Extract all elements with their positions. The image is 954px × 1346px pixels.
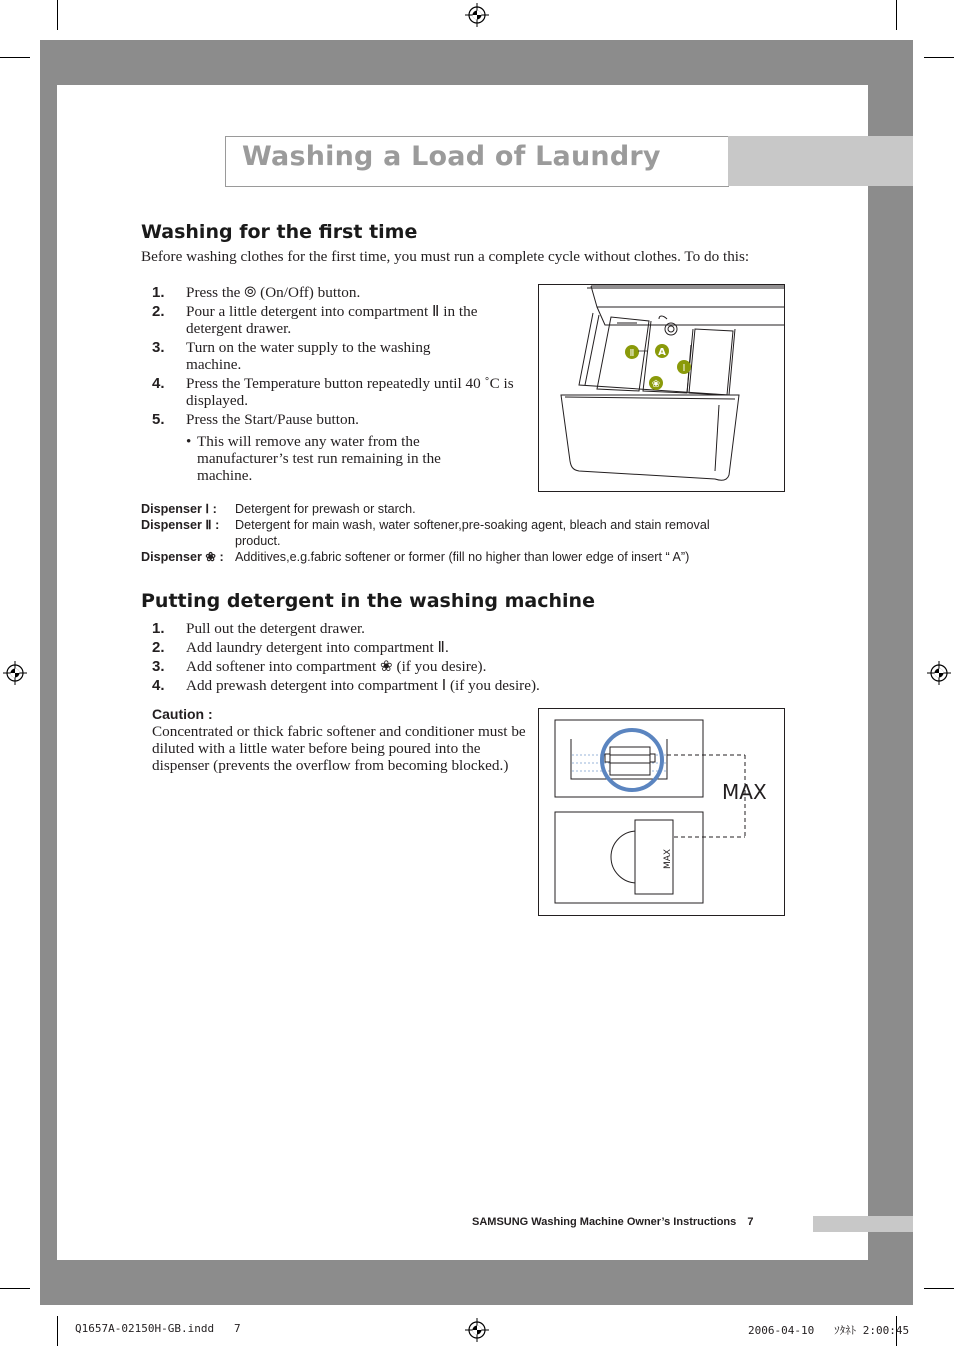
putting-steps xyxy=(152,620,632,694)
registration-mark-icon xyxy=(927,661,951,685)
page-title: Washing a Load of Laundry xyxy=(242,141,661,172)
step-text: Add prewash detergent into compartment Ⅰ (if you desire). xyxy=(186,677,540,694)
compartment-ii-label: Ⅱ xyxy=(629,348,635,359)
footer-text xyxy=(472,1216,753,1228)
footer-title: Washing Machine Owner’s Instructions xyxy=(531,1216,737,1228)
section-heading-putting-detergent: Putting detergent in the washing machine xyxy=(141,590,595,612)
step-text: Press the ⦾ (On/Off) button. xyxy=(186,284,361,301)
step-number: 2. xyxy=(152,303,165,320)
dispenser-text: Detergent for prewash or starch. xyxy=(235,502,416,516)
step-number: 4. xyxy=(152,677,165,694)
dispenser-label: Dispenser Ⅰ : xyxy=(141,502,217,516)
step-number: 2. xyxy=(152,639,165,656)
crop-mark xyxy=(57,1316,58,1346)
list-item xyxy=(152,620,632,637)
page-frame-top xyxy=(40,40,913,85)
list-item xyxy=(152,375,522,409)
dispenser-text-line: product. xyxy=(235,534,281,548)
step-number: 1. xyxy=(152,620,165,637)
step-number: 4. xyxy=(152,375,165,392)
step-text: Turn on the water supply to the washing machine. xyxy=(186,339,431,373)
page-frame-left xyxy=(40,85,57,1260)
page-title-tab xyxy=(728,136,913,186)
detergent-drawer-figure xyxy=(538,284,785,492)
crop-mark xyxy=(896,0,897,30)
step-text: Add softener into compartment ❀ (if you desire). xyxy=(186,658,487,675)
registration-mark-icon xyxy=(465,3,489,27)
step-text: Pull out the detergent drawer. xyxy=(186,620,365,637)
step-number: 5. xyxy=(152,411,165,428)
page-number: 7 xyxy=(747,1216,754,1228)
list-item xyxy=(141,549,781,565)
compartment-i-label: Ⅰ xyxy=(682,363,686,374)
crop-mark xyxy=(924,1288,954,1289)
bullet-text: This will remove any water from the manufacturer’s test run remaining in the machine. xyxy=(197,433,441,484)
footer-brand: SAMSUNG xyxy=(472,1216,529,1228)
slug-file: Q1657A-02150H-GB.indd 7 xyxy=(75,1322,241,1335)
crop-mark xyxy=(57,0,58,30)
bullet-glyph: • xyxy=(186,433,192,450)
list-item xyxy=(141,517,781,549)
dispenser-label: Dispenser Ⅱ : xyxy=(141,518,220,532)
max-label-large: MAX xyxy=(722,780,767,804)
slug-date: 2006-04-10 ｿﾀﾈﾄ 2:00:45 xyxy=(748,1324,910,1337)
step-text: Press the Start/Pause button. xyxy=(186,411,359,428)
step-number: 1. xyxy=(152,284,165,301)
page-frame-bottom xyxy=(40,1260,913,1305)
softener-compartment-label: ❀ xyxy=(651,379,661,390)
crop-mark xyxy=(924,57,954,58)
intro-paragraph: Before washing clothes for the first time, you must run a complete cycle without clothes. To do this: xyxy=(141,248,750,265)
registration-mark-icon xyxy=(3,661,27,685)
list-item xyxy=(152,411,532,428)
footer-tab xyxy=(813,1216,913,1232)
max-level-figure xyxy=(538,708,785,916)
step-number: 3. xyxy=(152,339,165,356)
list-item xyxy=(152,639,632,656)
dispenser-label: Dispenser ❀ : xyxy=(141,550,224,564)
insert-a-label: A xyxy=(658,347,666,358)
step-text: Press the Temperature button repeatedly until 40 ˚C is displayed. xyxy=(186,375,514,409)
step-text: Pour a little detergent into compartment Ⅱ in the detergent drawer. xyxy=(186,303,478,337)
section-heading-first-time: Washing for the first time xyxy=(141,221,418,243)
dispenser-legend xyxy=(141,501,781,565)
max-label-small: MAX xyxy=(663,848,673,869)
list-item xyxy=(152,339,482,373)
caution-text: Concentrated or thick fabric softener and conditioner must be diluted with a little water before being poured into the dispenser (prevents the overflow from becoming blocked.) xyxy=(152,723,526,774)
caution-label: Caution : xyxy=(152,706,213,722)
list-item xyxy=(152,284,532,301)
step-text: Add laundry detergent into compartment Ⅱ. xyxy=(186,639,449,656)
list-item xyxy=(152,677,632,694)
first-time-steps xyxy=(152,284,532,484)
dispenser-text xyxy=(235,517,710,549)
list-item xyxy=(152,658,632,675)
crop-mark xyxy=(0,1288,30,1289)
dispenser-text: Additives,e.g.fabric softener or former (fill no higher than lower edge of insert “ A”) xyxy=(235,550,690,564)
registration-mark-icon xyxy=(465,1318,489,1342)
bullet-item xyxy=(186,433,486,484)
page-frame-right xyxy=(868,85,913,1260)
step-number: 3. xyxy=(152,658,165,675)
list-item xyxy=(141,501,781,517)
max-level-illustration xyxy=(539,709,784,915)
dispenser-text-line: Detergent for main wash, water softener,pre-soaking agent, bleach and stain removal xyxy=(235,518,710,532)
detergent-drawer-illustration xyxy=(539,285,784,491)
list-item xyxy=(152,303,532,337)
crop-mark xyxy=(0,57,30,58)
